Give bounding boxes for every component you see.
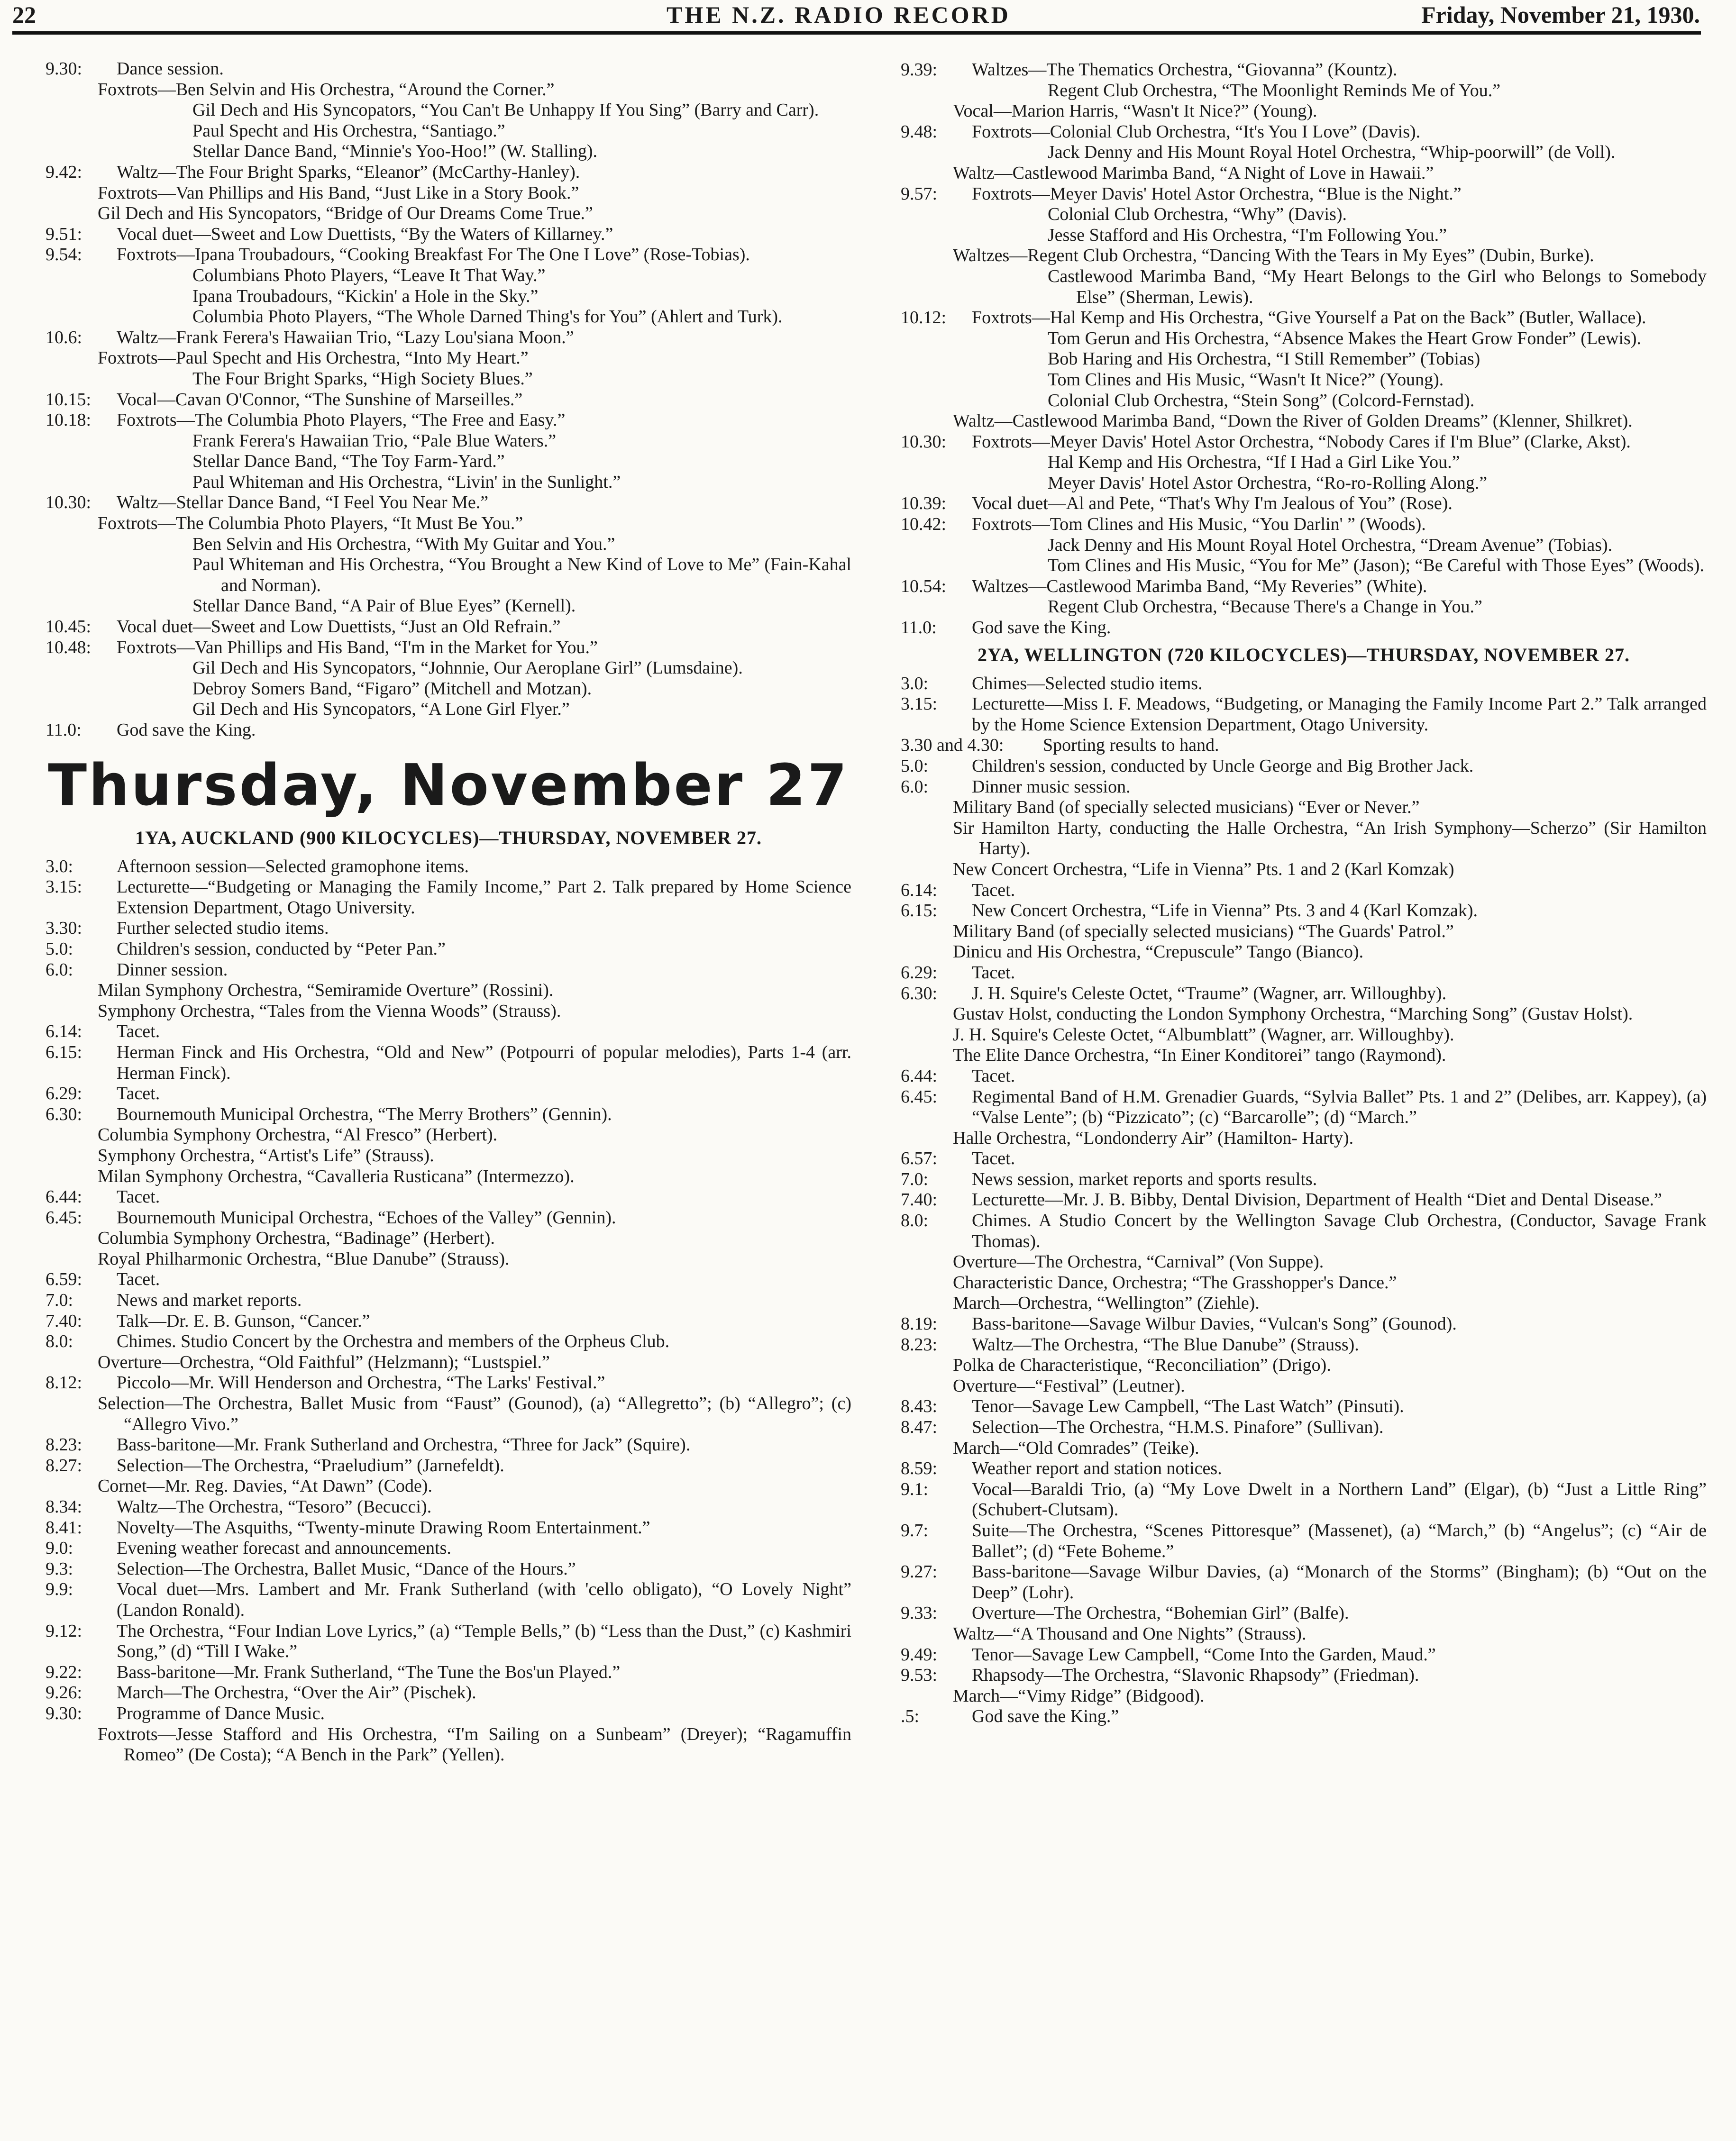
program-item: Halle Orchestra, “Londonderry Air” (Hamilton- Harty).	[953, 1128, 1354, 1148]
program-item: Meyer Davis' Hotel Astor Orchestra, “Ro-ro-Rolling Along.”	[1048, 473, 1488, 493]
program-item: Frank Ferera's Hawaiian Trio, “Pale Blue Waters.”	[192, 430, 557, 451]
program-entry: 9.53: Rhapsody—The Orchestra, “Slavonic Rhapsody” (Friedman).	[901, 1665, 1419, 1685]
program-item: Tom Clines and His Music, “You for Me” (Jason); “Be Careful with Those Eyes” (Woods).	[1048, 556, 1704, 576]
program-entry: 8.23: Bass-baritone—Mr. Frank Sutherland and Orchestra, “Three for Jack” (Squire).	[46, 1435, 691, 1455]
program-entry: 9.3: Selection—The Orchestra, Ballet Music, “Dance of the Hours.”	[46, 1558, 576, 1579]
program-entry: 10.12: Foxtrots—Hal Kemp and His Orchestra, “Give Yourself a Pat on the Back” (Butler, Wallace).	[901, 308, 1646, 328]
program-entry: 6.45: Bournemouth Municipal Orchestra, “Echoes of the Valley” (Gennin).	[46, 1207, 616, 1228]
program-entry: 9.9: Vocal duet—Mrs. Lambert and Mr. Frank Sutherland (with 'cello obligato), “O Lovely Night” (Landon Ronald).	[46, 1579, 851, 1620]
program-entry: 10.6: Waltz—Frank Ferera's Hawaiian Trio, “Lazy Lou'siana Moon.”	[46, 327, 574, 347]
program-item: The Elite Dance Orchestra, “In Einer Konditorei” tango (Raymond).	[953, 1045, 1446, 1066]
program-entry: 6.29: Tacet.	[46, 1084, 160, 1104]
program-item: Symphony Orchestra, “Tales from the Vienna Woods” (Strauss).	[98, 1001, 561, 1021]
program-entry: 6.15: New Concert Orchestra, “Life in Vienna” Pts. 3 and 4 (Karl Komzak).	[901, 901, 1478, 921]
program-item: Foxtrots—Jesse Stafford and His Orchestra, “I'm Sailing on a Sunbeam” (Dreyer); “Ragamuffin Romeo” (De Costa); “A Bench in the Park” (Yellen).	[98, 1724, 851, 1765]
program-item: Castlewood Marimba Band, “My Heart Belongs to the Girl who Belongs to Somebody Else” (Sherman, Lewis).	[1048, 266, 1707, 307]
program-entry: 7.40: Talk—Dr. E. B. Gunson, “Cancer.”	[46, 1311, 370, 1331]
program-entry: 3.0: Afternoon session—Selected gramophone items.	[46, 856, 469, 876]
program-item: Tom Gerun and His Orchestra, “Absence Makes the Heart Grow Fonder” (Lewis).	[1048, 328, 1641, 348]
program-entry: 11.0: God save the King.	[901, 618, 1111, 638]
program-item: Paul Specht and His Orchestra, “Santiago.”	[192, 120, 505, 141]
program-entry: 10.45: Vocal duet—Sweet and Low Duettists, “Just an Old Refrain.”	[46, 617, 561, 637]
program-item: Gil Dech and His Syncopators, “Johnnie, Our Aeroplane Girl” (Lumsdaine).	[192, 658, 743, 678]
program-item: Characteristic Dance, Orchestra; “The Grasshopper's Dance.”	[953, 1272, 1397, 1293]
program-entry: 3.30 and 4.30: Sporting results to hand.	[901, 735, 1219, 756]
program-entry: 7.40: Lecturette—Mr. J. B. Bibby, Dental Division, Department of Health “Diet and Dental Disease.”	[901, 1190, 1662, 1210]
program-entry: 10.18: Foxtrots—The Columbia Photo Players, “The Free and Easy.”	[46, 410, 566, 430]
program-entry: 6.0: Dinner session.	[46, 959, 228, 980]
program-item: Foxtrots—Van Phillips and His Band, “Just Like in a Story Book.”	[98, 182, 579, 203]
program-entry: 8.27: Selection—The Orchestra, “Praeludium” (Jarnefeldt).	[46, 1455, 504, 1476]
program-entry: 9.22: Bass-baritone—Mr. Frank Sutherland, “The Tune the Bos'un Played.”	[46, 1662, 621, 1682]
right-column	[901, 60, 1707, 1727]
program-item: New Concert Orchestra, “Life in Vienna” Pts. 1 and 2 (Karl Komzak)	[953, 859, 1454, 879]
program-item: Gustav Holst, conducting the London Symphony Orchestra, “Marching Song” (Gustav Holst).	[953, 1004, 1633, 1024]
program-entry: 8.59: Weather report and station notices.	[901, 1458, 1222, 1479]
program-item: Waltz—“A Thousand and One Nights” (Strauss).	[953, 1623, 1307, 1644]
program-item: Vocal—Marion Harris, “Wasn't It Nice?” (Young).	[953, 101, 1317, 121]
program-item: Ben Selvin and His Orchestra, “With My Guitar and You.”	[192, 534, 615, 554]
program-item: Cornet—Mr. Reg. Davies, “At Dawn” (Code).	[98, 1476, 433, 1496]
program-entry: 7.0: News session, market reports and sports results.	[901, 1169, 1317, 1189]
program-item: Colonial Club Orchestra, “Why” (Davis).	[1048, 204, 1347, 225]
program-item: Foxtrots—Ben Selvin and His Orchestra, “Around the Corner.”	[98, 79, 555, 100]
program-item: Royal Philharmonic Orchestra, “Blue Danube” (Strauss).	[98, 1248, 510, 1269]
publication-title: THE N.Z. RADIO RECORD	[667, 1, 1011, 28]
program-item: Dinicu and His Orchestra, “Crepuscule” Tango (Bianco).	[953, 942, 1364, 962]
program-entry: 8.0: Chimes. A Studio Concert by the Wellington Savage Club Orchestra, (Conductor, Savage Frank Thomas).	[901, 1211, 1707, 1251]
program-item: Waltz—Castlewood Marimba Band, “Down the River of Golden Dreams” (Klenner, Shilkret).	[953, 411, 1633, 431]
program-item: March—“Old Comrades” (Teike).	[953, 1438, 1199, 1458]
program-item: Paul Whiteman and His Orchestra, “You Brought a New Kind of Love to Me” (Fain-Kahal and Norman).	[192, 555, 851, 595]
program-entry: 6.30: J. H. Squire's Celeste Octet, “Traume” (Wagner, arr. Willoughby).	[901, 983, 1447, 1003]
program-entry: 10.42: Foxtrots—Tom Clines and His Music, “You Darlin' ” (Woods).	[901, 514, 1426, 535]
program-item: Stellar Dance Band, “The Toy Farm-Yard.”	[192, 451, 505, 472]
program-item: Sir Hamilton Harty, conducting the Halle Orchestra, “An Irish Symphony—Scherzo” (Sir Hamilton Harty).	[953, 818, 1707, 859]
station-heading-1ya: 1YA, AUCKLAND (900 KILOCYCLES)—THURSDAY, NOVEMBER 27.	[135, 827, 762, 848]
program-entry: 5.0: Children's session, conducted by “Peter Pan.”	[46, 938, 446, 959]
program-item: Foxtrots—The Columbia Photo Players, “It Must Be You.”	[98, 513, 523, 534]
program-item: J. H. Squire's Celeste Octet, “Albumblatt” (Wagner, arr. Willoughby).	[953, 1024, 1454, 1045]
program-item: Milan Symphony Orchestra, “Cavalleria Rusticana” (Intermezzo).	[98, 1166, 575, 1186]
program-entry: 10.30: Foxtrots—Meyer Davis' Hotel Astor Orchestra, “Nobody Cares if I'm Blue” (Clarke, Akst).	[901, 431, 1631, 452]
program-entry: 3.15: Lecturette—Miss I. F. Meadows, “Budgeting, or Managing the Family Income Part 2.” Talk arranged by the Home Science Extension Department, Otago University.	[901, 694, 1707, 735]
program-entry: 9.54: Foxtrots—Ipana Troubadours, “Cooking Breakfast For The One I Love” (Rose-Tobias).	[46, 245, 750, 265]
program-item: Jesse Stafford and His Orchestra, “I'm Following You.”	[1048, 225, 1447, 245]
program-item: Overture—Orchestra, “Old Faithful” (Helzmann); “Lustspiel.”	[98, 1352, 550, 1372]
program-item: Polka de Characteristique, “Reconciliation” (Drigo).	[953, 1355, 1331, 1376]
program-item: The Four Bright Sparks, “High Society Blues.”	[192, 368, 533, 389]
program-entry: 8.34: Waltz—The Orchestra, “Tesoro” (Becucci).	[46, 1497, 432, 1517]
program-item: Debroy Somers Band, “Figaro” (Mitchell and Motzan).	[192, 678, 592, 699]
program-item: Overture—The Orchestra, “Carnival” (Von Suppe).	[953, 1252, 1324, 1272]
program-entry: 9.7: Suite—The Orchestra, “Scenes Pittoresque” (Massenet), (a) “March,” (b) “Angelus”; (c) “Air de Ballet”; (d) “Fete Boheme.”	[901, 1520, 1707, 1561]
program-entry: 8.43: Tenor—Savage Lew Campbell, “The Last Watch” (Pinsuti).	[901, 1396, 1404, 1417]
program-entry: 6.14: Tacet.	[46, 1021, 160, 1042]
program-entry: 8.47: Selection—The Orchestra, “H.M.S. Pinafore” (Sullivan).	[901, 1417, 1384, 1437]
program-item: Columbia Symphony Orchestra, “Badinage” (Herbert).	[98, 1228, 495, 1248]
program-item: Symphony Orchestra, “Artist's Life” (Strauss).	[98, 1145, 434, 1166]
program-entry: 9.33: Overture—The Orchestra, “Bohemian Girl” (Balfe).	[901, 1603, 1349, 1623]
program-item: Jack Denny and His Mount Royal Hotel Orchestra, “Dream Avenue” (Tobias).	[1048, 535, 1613, 555]
program-item: Jack Denny and His Mount Royal Hotel Orchestra, “Whip-poorwill” (de Voll).	[1048, 142, 1616, 163]
program-item: Stellar Dance Band, “Minnie's Yoo-Hoo!” (W. Stalling).	[192, 141, 597, 162]
program-item: Tom Clines and His Music, “Wasn't It Nice?” (Young).	[1048, 369, 1444, 390]
program-entry: 5.0: Children's session, conducted by Uncle George and Big Brother Jack.	[901, 756, 1474, 776]
program-entry: 6.29: Tacet.	[901, 962, 1015, 983]
program-entry: 9.39: Waltzes—The Thematics Orchestra, “Giovanna” (Kountz).	[901, 60, 1398, 80]
program-item: Gil Dech and His Syncopators, “You Can't Be Unhappy If You Sing” (Barry and Carr).	[192, 100, 819, 120]
program-item: Ipana Troubadours, “Kickin' a Hole in the Sky.”	[192, 286, 539, 306]
issue-date: Friday, November 21, 1930.	[1421, 1, 1700, 28]
program-entry: 3.0: Chimes—Selected studio items.	[901, 673, 1203, 693]
program-entry: 9.48: Foxtrots—Colonial Club Orchestra, “It's You I Love” (Davis).	[901, 121, 1421, 142]
program-item: Columbians Photo Players, “Leave It That Way.”	[192, 265, 546, 285]
program-item: March—Orchestra, “Wellington” (Ziehle).	[953, 1293, 1260, 1313]
program-entry: 6.0: Dinner music session.	[901, 776, 1131, 797]
program-item: Selection—The Orchestra, Ballet Music from “Faust” (Gounod), (a) “Allegretto”; (b) “Allegro”; (c) “Allegro Vivo.”	[98, 1394, 851, 1434]
header-rule	[12, 31, 1701, 35]
page-number: 22	[12, 1, 36, 28]
program-entry: 8.41: Novelty—The Asquiths, “Twenty-minute Drawing Room Entertainment.”	[46, 1517, 650, 1538]
program-entry: 9.0: Evening weather forecast and announcements.	[46, 1538, 451, 1558]
program-entry: 9.42: Waltz—The Four Bright Sparks, “Eleanor” (McCarthy-Hanley).	[46, 162, 580, 182]
program-entry: 10.48: Foxtrots—Van Phillips and His Band, “I'm in the Market for You.”	[46, 637, 598, 657]
program-entry: 6.44: Tacet.	[901, 1066, 1015, 1086]
program-item: Stellar Dance Band, “A Pair of Blue Eyes” (Kernell).	[192, 596, 576, 616]
program-entry: 10.30: Waltz—Stellar Dance Band, “I Feel You Near Me.”	[46, 492, 489, 513]
program-entry: 9.57: Foxtrots—Meyer Davis' Hotel Astor Orchestra, “Blue is the Night.”	[901, 183, 1462, 204]
program-entry: 11.0: God save the King.	[46, 720, 256, 740]
program-item: Regent Club Orchestra, “Because There's a Change in You.”	[1048, 597, 1482, 617]
program-item: Overture—“Festival” (Leutner).	[953, 1376, 1185, 1396]
program-entry: 9.12: The Orchestra, “Four Indian Love Lyrics,” (a) “Temple Bells,” (b) “Less than the Dust,” (c) Kashmiri Song,” (d) “Till I Wake.”	[46, 1621, 851, 1662]
program-entry: 9.30: Dance session.	[46, 59, 224, 79]
program-item: Waltzes—Regent Club Orchestra, “Dancing With the Tears in My Eyes” (Dubin, Burke).	[953, 246, 1594, 266]
program-item: Gil Dech and His Syncopators, “Bridge of Our Dreams Come True.”	[98, 203, 593, 224]
program-item: Columbia Symphony Orchestra, “Al Fresco” (Herbert).	[98, 1125, 498, 1145]
program-entry: 9.26: March—The Orchestra, “Over the Air” (Pischek).	[46, 1683, 476, 1703]
program-item: Hal Kemp and His Orchestra, “If I Had a Girl Like You.”	[1048, 452, 1460, 473]
program-item: Colonial Club Orchestra, “Stein Song” (Colcord-Fernstad).	[1048, 390, 1475, 410]
left-column	[46, 59, 851, 1766]
program-item: March—“Vimy Ridge” (Bidgood).	[953, 1685, 1205, 1706]
program-item: Military Band (of specially selected musicians) “Ever or Never.”	[953, 797, 1420, 818]
program-entry: 8.0: Chimes. Studio Concert by the Orchestra and members of the Orpheus Club.	[46, 1331, 670, 1352]
program-entry: 7.0: News and market reports.	[46, 1290, 302, 1311]
program-entry: .5: God save the King.”	[901, 1706, 1119, 1727]
program-entry: 6.45: Regimental Band of H.M. Grenadier Guards, “Sylvia Ballet” Pts. 1 and 2” (Delibes, arr. Kappey), (a) “Valse Lente”; (b) “Pizzicato”; (c) “Barcarolle”; (d) “March.”	[901, 1086, 1707, 1128]
program-entry: 6.30: Bournemouth Municipal Orchestra, “The Merry Brothers” (Gennin).	[46, 1104, 612, 1124]
program-entry: 10.39: Vocal duet—Al and Pete, “That's Why I'm Jealous of You” (Rose).	[901, 493, 1453, 514]
program-item: Bob Haring and His Orchestra, “I Still Remember” (Tobias)	[1048, 349, 1480, 369]
program-item: Military Band (of specially selected musicians) “The Guards' Patrol.”	[953, 921, 1454, 941]
program-entry: 6.57: Tacet.	[901, 1148, 1015, 1169]
program-entry: 8.23: Waltz—The Orchestra, “The Blue Danube” (Strauss).	[901, 1334, 1359, 1355]
program-entry: 10.54: Waltzes—Castlewood Marimba Band, “My Reveries” (White).	[901, 576, 1427, 596]
program-item: Regent Club Orchestra, “The Moonlight Reminds Me of You.”	[1048, 80, 1501, 100]
program-item: Waltz—Castlewood Marimba Band, “A Night of Love in Hawaii.”	[953, 163, 1434, 183]
program-item: Milan Symphony Orchestra, “Semiramide Overture” (Rossini).	[98, 980, 554, 1001]
program-entry: 9.49: Tenor—Savage Lew Campbell, “Come Into the Garden, Maud.”	[901, 1644, 1436, 1665]
program-item: Columbia Photo Players, “The Whole Darned Thing's for You” (Ahlert and Turk).	[192, 307, 783, 327]
program-entry: 3.30: Further selected studio items.	[46, 918, 329, 938]
station-heading-2ya: 2YA, WELLINGTON (720 KILOCYCLES)—THURSDAY, NOVEMBER 27.	[977, 644, 1630, 665]
program-entry: 6.15: Herman Finck and His Orchestra, “Old and New” (Potpourri of popular melodies), Parts 1-4 (arr. Herman Finck).	[46, 1042, 851, 1083]
program-entry: 3.15: Lecturette—“Budgeting or Managing the Family Income,” Part 2. Talk prepared by Home Science Extension Department, Otago University.	[46, 877, 851, 918]
program-entry: 6.44: Tacet.	[46, 1187, 160, 1207]
program-entry: 8.19: Bass-baritone—Savage Wilbur Davies, “Vulcan's Song” (Gounod).	[901, 1314, 1457, 1334]
program-entry: 9.27: Bass-baritone—Savage Wilbur Davies, (a) “Monarch of the Storms” (Bingham); (b) “Out on the Deep” (Lohr).	[901, 1562, 1707, 1603]
program-item: Paul Whiteman and His Orchestra, “Livin' in the Sunlight.”	[192, 472, 621, 492]
program-entry: 9.51: Vocal duet—Sweet and Low Duettists, “By the Waters of Killarney.”	[46, 224, 613, 244]
program-item: Foxtrots—Paul Specht and His Orchestra, “Into My Heart.”	[98, 348, 529, 368]
program-entry: 9.30: Programme of Dance Music.	[46, 1703, 325, 1723]
program-item: Gil Dech and His Syncopators, “A Lone Girl Flyer.”	[192, 699, 570, 720]
program-entry: 6.14: Tacet.	[901, 880, 1015, 900]
day-heading: Thursday, November 27	[48, 752, 849, 819]
program-entry: 8.12: Piccolo—Mr. Will Henderson and Orchestra, “The Larks' Festival.”	[46, 1373, 605, 1393]
program-entry: 10.15: Vocal—Cavan O'Connor, “The Sunshine of Marseilles.”	[46, 389, 523, 410]
program-entry: 9.1: Vocal—Baraldi Trio, (a) “My Love Dwelt in a Northern Land” (Elgar), (b) “Just a Little Ring” (Schubert-Clutsam).	[901, 1479, 1707, 1520]
page-header	[12, 0, 1700, 29]
program-entry: 6.59: Tacet.	[46, 1269, 160, 1290]
